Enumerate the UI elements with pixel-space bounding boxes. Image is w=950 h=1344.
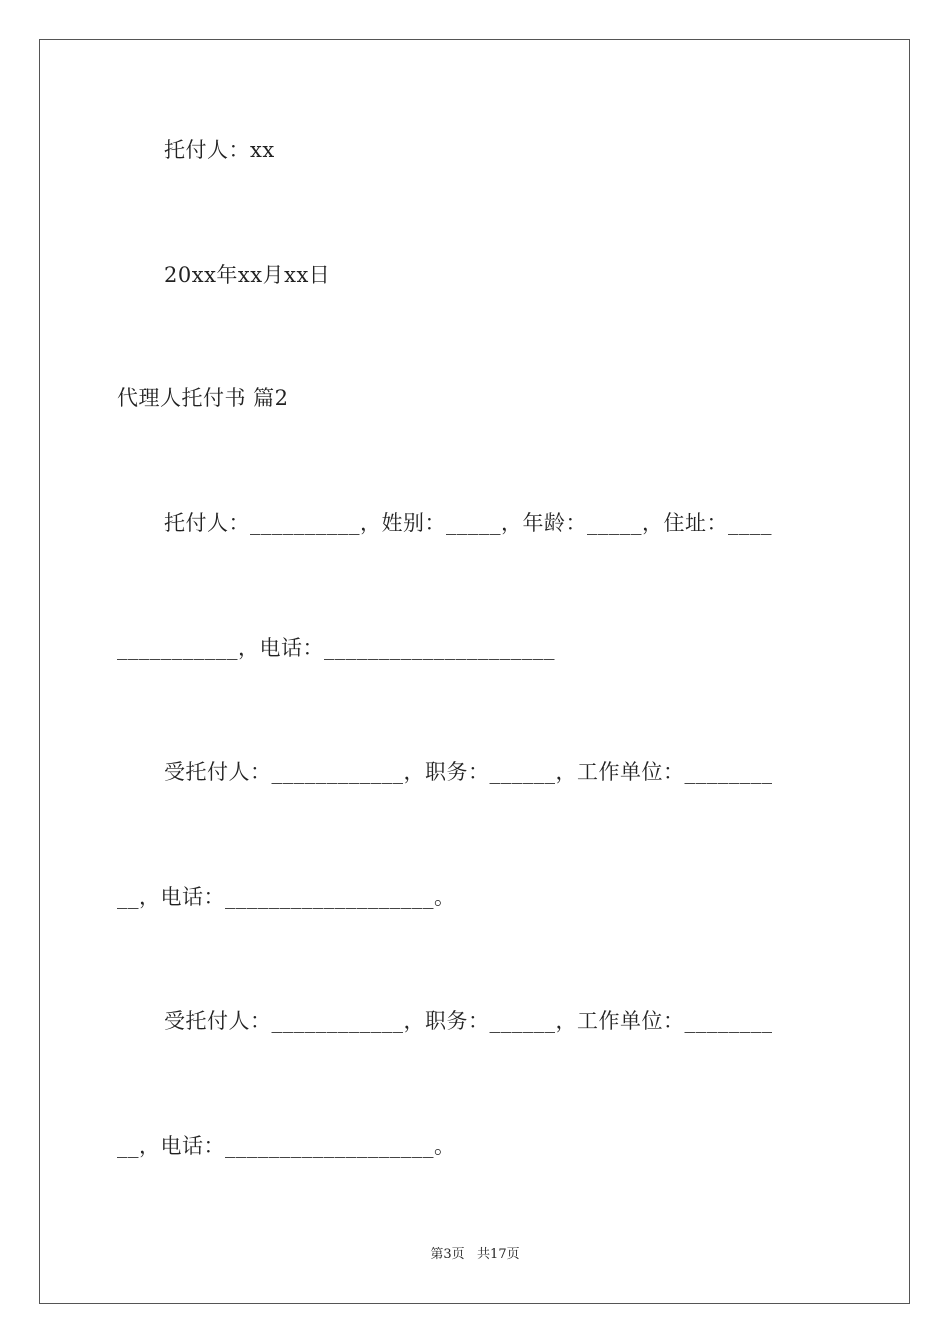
section-heading: 代理人托付书 篇2 [117, 386, 289, 410]
agent-phone-line-2: __，电话：___________________。 [117, 1134, 456, 1158]
agent-info-line-1: 受托付人：____________，职务：______，工作单位：________ [164, 760, 773, 784]
agent-phone-line-1: __，电话：___________________。 [117, 885, 456, 909]
principal-info-line: 托付人：__________，姓别：_____，年龄：_____，住址：____ [164, 511, 772, 535]
agent-info-line-2: 受托付人：____________，职务：______，工作单位：________ [164, 1009, 773, 1033]
date-line: 20xx年xx月xx日 [164, 263, 331, 287]
page-border [39, 39, 910, 1304]
page-number-footer: 第3页 共17页 [430, 1247, 520, 1262]
principal-phone-line: ___________，电话：_____________________ [117, 636, 555, 660]
principal-signature-line: 托付人：xx [164, 138, 275, 162]
